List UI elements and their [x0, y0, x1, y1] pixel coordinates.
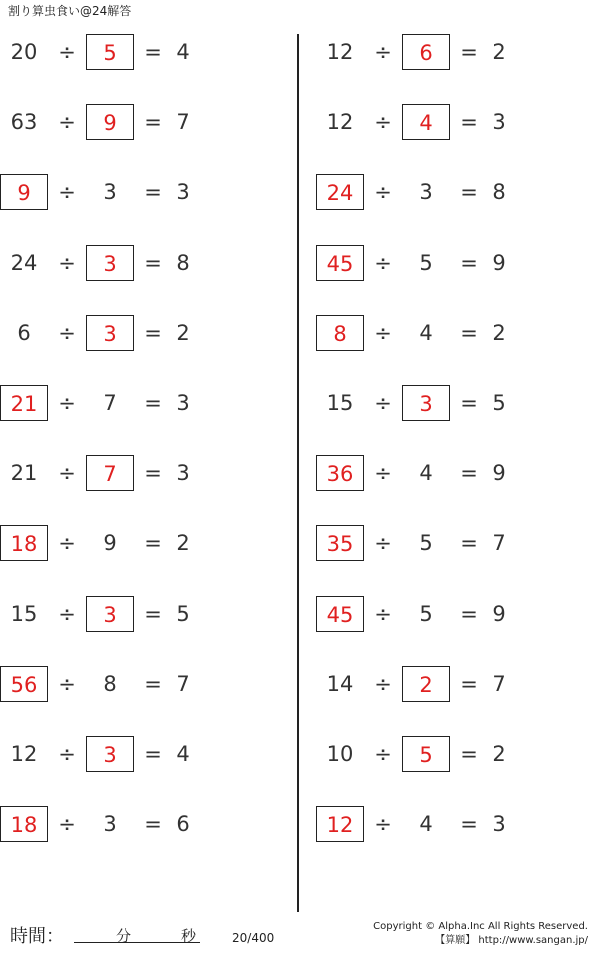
- dividend: 12: [10, 741, 38, 766]
- problem-row: [316, 87, 600, 157]
- equals-sign: =: [144, 110, 162, 135]
- quotient: 2: [176, 320, 190, 345]
- equals-sign: =: [144, 741, 162, 766]
- quotient: 3: [176, 180, 190, 205]
- divisor: 8: [103, 671, 117, 696]
- equals-sign: =: [144, 250, 162, 275]
- problem-row: [0, 87, 300, 157]
- answer-box-dividend: 35: [316, 525, 364, 561]
- equals-sign: =: [460, 531, 478, 556]
- dividend: 12: [326, 40, 354, 64]
- divide-sign: ÷: [58, 40, 76, 64]
- quotient: 7: [176, 671, 190, 696]
- column-divider: [297, 34, 299, 912]
- quotient: 4: [176, 741, 190, 766]
- answer-box-divisor: 4: [402, 104, 450, 140]
- quotient: 9: [492, 461, 506, 486]
- divide-sign: ÷: [374, 180, 392, 205]
- answer-box-divisor: 2: [402, 666, 450, 702]
- equals-sign: =: [144, 390, 162, 415]
- equals-sign: =: [460, 601, 478, 626]
- problem-row: [0, 579, 300, 649]
- divide-sign: ÷: [374, 110, 392, 135]
- answer-box-dividend: 24: [316, 174, 364, 210]
- answer-box-dividend: 18: [0, 525, 48, 561]
- answer-box-divisor: 3: [86, 245, 134, 281]
- equals-sign: =: [144, 180, 162, 205]
- answer-box-divisor: 3: [86, 315, 134, 351]
- equals-sign: =: [460, 110, 478, 135]
- divide-sign: ÷: [58, 250, 76, 275]
- quotient: 2: [492, 741, 506, 766]
- answer-box-dividend: 18: [0, 806, 48, 842]
- answer-box-dividend: 9: [0, 174, 48, 210]
- divisor: 5: [419, 250, 433, 275]
- divide-sign: ÷: [58, 180, 76, 205]
- dividend: 14: [326, 671, 354, 696]
- quotient: 8: [176, 250, 190, 275]
- quotient: 2: [176, 531, 190, 556]
- divisor: 4: [419, 812, 433, 837]
- equals-sign: =: [460, 250, 478, 275]
- problem-row: [0, 438, 300, 508]
- page-number: 20/400: [232, 931, 275, 945]
- divide-sign: ÷: [58, 741, 76, 766]
- problem-row: [316, 228, 600, 298]
- answer-box-divisor: 5: [86, 34, 134, 70]
- answer-box-dividend: 56: [0, 666, 48, 702]
- divide-sign: ÷: [58, 601, 76, 626]
- problem-row: [316, 789, 600, 859]
- divide-sign: ÷: [58, 461, 76, 486]
- answer-box-dividend: 36: [316, 455, 364, 491]
- divide-sign: ÷: [58, 531, 76, 556]
- dividend: 15: [10, 601, 38, 626]
- equals-sign: =: [144, 320, 162, 345]
- page-title: 割り算虫食い@24解答: [8, 4, 132, 18]
- equals-sign: =: [144, 461, 162, 486]
- divide-sign: ÷: [58, 110, 76, 135]
- quotient: 3: [176, 390, 190, 415]
- divisor: 5: [419, 601, 433, 626]
- right-problem-column: [316, 17, 600, 859]
- problem-row: [0, 789, 300, 859]
- equals-sign: =: [460, 320, 478, 345]
- problem-row: [316, 17, 600, 87]
- equals-sign: =: [144, 671, 162, 696]
- divide-sign: ÷: [58, 390, 76, 415]
- problem-row: [316, 649, 600, 719]
- equals-sign: =: [460, 180, 478, 205]
- problem-row: [316, 368, 600, 438]
- equals-sign: =: [144, 601, 162, 626]
- equals-sign: =: [144, 40, 162, 64]
- problem-row: [316, 157, 600, 227]
- equals-sign: =: [460, 461, 478, 486]
- answer-box-dividend: 45: [316, 245, 364, 281]
- quotient: 8: [492, 180, 506, 205]
- quotient: 4: [176, 40, 190, 64]
- quotient: 7: [492, 531, 506, 556]
- site-link[interactable]: 【算願】 http://www.sangan.jp/: [435, 935, 588, 946]
- dividend: 24: [10, 250, 38, 275]
- divide-sign: ÷: [374, 390, 392, 415]
- answer-box-dividend: 21: [0, 385, 48, 421]
- divisor: 7: [103, 390, 117, 415]
- divide-sign: ÷: [374, 741, 392, 766]
- problem-row: [316, 298, 600, 368]
- copyright-notice: [373, 920, 588, 948]
- divisor: 3: [419, 180, 433, 205]
- equals-sign: =: [460, 741, 478, 766]
- quotient: 5: [492, 390, 506, 415]
- divisor: 5: [419, 531, 433, 556]
- problem-row: [0, 649, 300, 719]
- equals-sign: =: [144, 531, 162, 556]
- dividend: 10: [326, 741, 354, 766]
- divide-sign: ÷: [374, 531, 392, 556]
- problem-row: [0, 508, 300, 578]
- problem-row: [316, 438, 600, 508]
- answer-box-divisor: 3: [402, 385, 450, 421]
- dividend: 63: [10, 110, 38, 135]
- problem-row: [0, 368, 300, 438]
- quotient: 3: [492, 812, 506, 837]
- seconds-label: 秒: [181, 927, 197, 945]
- equals-sign: =: [460, 812, 478, 837]
- dividend: 20: [10, 40, 38, 64]
- divide-sign: ÷: [374, 461, 392, 486]
- problem-row: [316, 719, 600, 789]
- quotient: 6: [176, 812, 190, 837]
- quotient: 7: [492, 671, 506, 696]
- problem-row: [316, 579, 600, 649]
- dividend: 21: [10, 461, 38, 486]
- problem-row: [316, 508, 600, 578]
- quotient: 3: [176, 461, 190, 486]
- problem-row: [0, 298, 300, 368]
- quotient: 7: [176, 110, 190, 135]
- divisor: 3: [103, 180, 117, 205]
- equals-sign: =: [460, 390, 478, 415]
- quotient: 3: [492, 110, 506, 135]
- quotient: 5: [176, 601, 190, 626]
- minutes-label: 分: [116, 927, 132, 945]
- answer-box-dividend: 45: [316, 596, 364, 632]
- divide-sign: ÷: [374, 250, 392, 275]
- quotient: 9: [492, 250, 506, 275]
- divide-sign: ÷: [58, 320, 76, 345]
- left-problem-column: [0, 17, 300, 859]
- equals-sign: =: [144, 812, 162, 837]
- divisor: 3: [103, 812, 117, 837]
- answer-box-divisor: 6: [402, 34, 450, 70]
- equals-sign: =: [460, 40, 478, 64]
- divide-sign: ÷: [374, 812, 392, 837]
- divisor: 4: [419, 461, 433, 486]
- answer-box-dividend: 8: [316, 315, 364, 351]
- dividend: 6: [17, 320, 31, 345]
- quotient: 9: [492, 601, 506, 626]
- quotient: 2: [492, 320, 506, 345]
- dividend: 12: [326, 110, 354, 135]
- divide-sign: ÷: [58, 671, 76, 696]
- problem-row: [0, 157, 300, 227]
- quotient: 2: [492, 40, 506, 64]
- equals-sign: =: [460, 671, 478, 696]
- answer-box-divisor: 7: [86, 455, 134, 491]
- divide-sign: ÷: [374, 601, 392, 626]
- answer-box-divisor: 3: [86, 596, 134, 632]
- problem-row: [0, 228, 300, 298]
- copyright-text: Copyright © Alpha.Inc All Rights Reserved.: [373, 921, 588, 932]
- answer-box-divisor: 3: [86, 736, 134, 772]
- divide-sign: ÷: [374, 671, 392, 696]
- divide-sign: ÷: [374, 40, 392, 64]
- answer-box-divisor: 5: [402, 736, 450, 772]
- divide-sign: ÷: [58, 812, 76, 837]
- divide-sign: ÷: [374, 320, 392, 345]
- answer-box-dividend: 12: [316, 806, 364, 842]
- divisor: 4: [419, 320, 433, 345]
- divisor: 9: [103, 531, 117, 556]
- dividend: 15: [326, 390, 354, 415]
- problem-row: [0, 719, 300, 789]
- answer-box-divisor: 9: [86, 104, 134, 140]
- problem-row: [0, 17, 300, 87]
- time-label: 時間：: [10, 926, 64, 947]
